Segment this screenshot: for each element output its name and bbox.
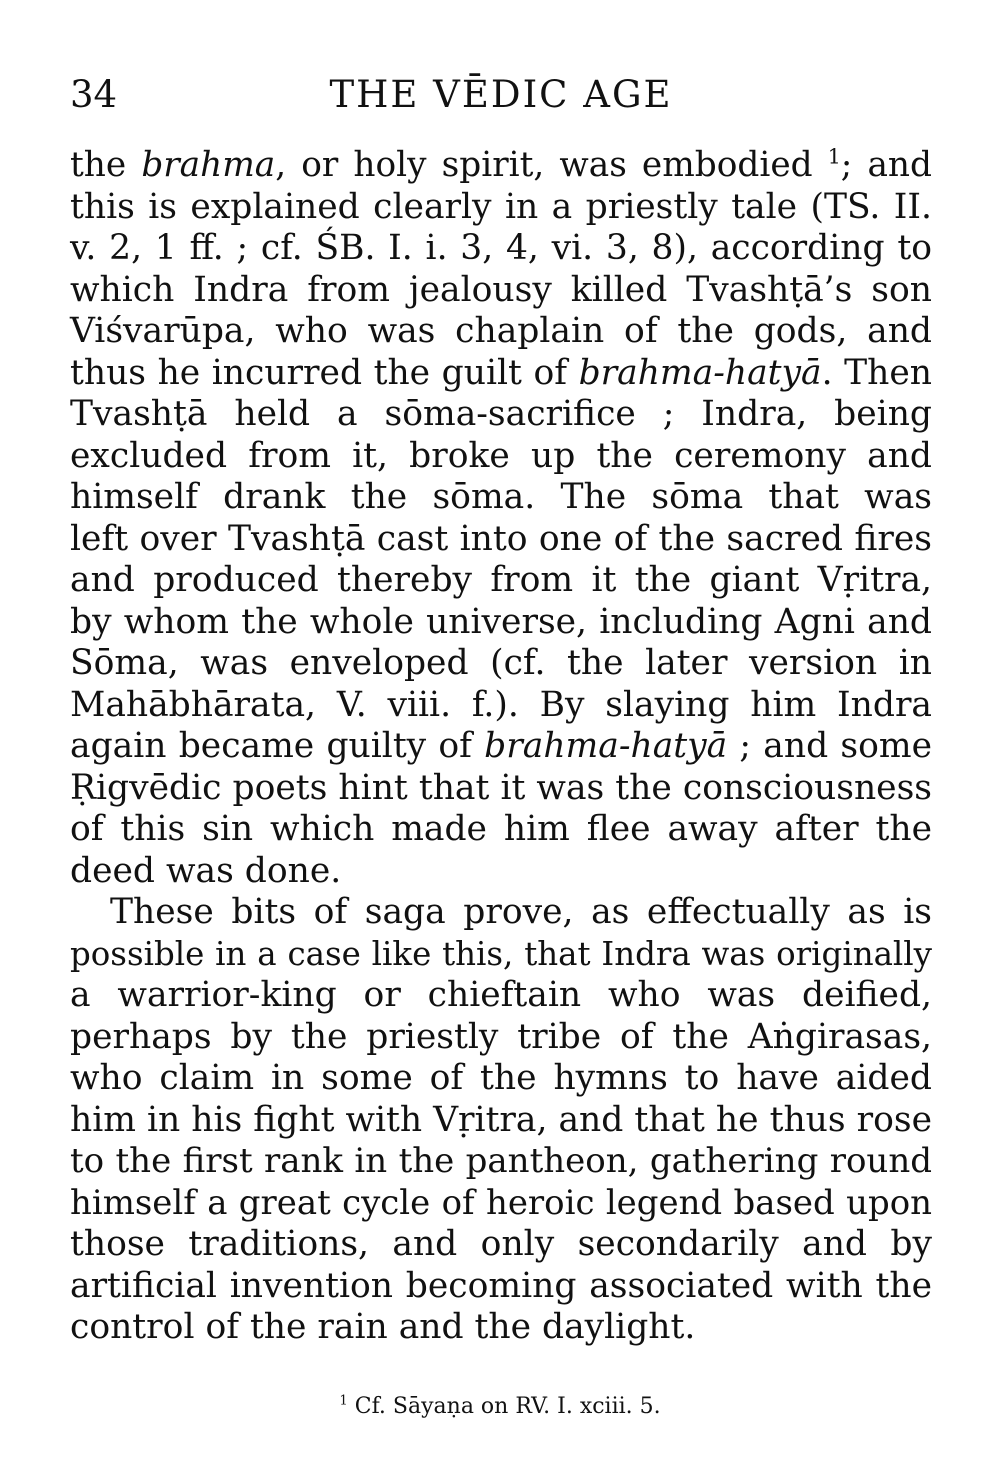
body-text xyxy=(70,145,932,1349)
text-line: the brahma, or holy spirit, was embodied $^1$; and xyxy=(70,144,932,185)
text-line: Ṛigvēdic poets hint that it was the consciousness xyxy=(70,767,932,808)
text-line: himself a great cycle of heroic legend based upon xyxy=(70,1182,932,1223)
italic-term: brahma-hatyā xyxy=(578,352,822,393)
text-line: deed was done. xyxy=(70,850,342,891)
italic-term: brahma xyxy=(141,145,276,185)
text-line: who claim in some of the hymns to have aided xyxy=(70,1058,932,1098)
text-line: artificial invention becoming associated with the xyxy=(70,1265,932,1306)
text-line: These bits of saga prove, as effectually as is xyxy=(110,892,932,932)
text-line: this is explained clearly in a priestly tale (TS. II. xyxy=(70,186,932,227)
italic-term: brahma-hatyā xyxy=(484,726,728,766)
text-line: possible in a case like this, that Indra was originally xyxy=(70,934,932,973)
text-line: again became guilty of brahma-hatyā ; and some xyxy=(70,726,932,766)
footnote-marker: 1 xyxy=(827,144,841,169)
text-line: left over Tvashṭā cast into one of the sacred fires xyxy=(70,518,932,559)
paragraph-1 xyxy=(70,145,932,892)
text-line: by whom the whole universe, including Agni and xyxy=(70,601,932,642)
footnote xyxy=(0,1392,1000,1422)
running-title: THE VĒDIC AGE xyxy=(329,73,673,116)
text-line: those traditions, and only secondarily and by xyxy=(70,1224,932,1264)
text-line: Sōma, was enveloped (cf. the later version in xyxy=(70,643,932,683)
text-line: a warrior-king or chieftain who was deified, xyxy=(70,975,932,1015)
text-line: and produced thereby from it the giant Vṛitra, xyxy=(70,560,932,600)
text-line: thus he incurred the guilt of brahma-hatyā. Then xyxy=(70,352,932,393)
footnote-number: 1 xyxy=(339,1393,348,1409)
text-line: of this sin which made him flee away after the xyxy=(70,809,932,849)
text-line: which Indra from jealousy killed Tvashṭā’s son xyxy=(70,269,932,310)
text-line: control of the rain and the daylight. xyxy=(70,1307,696,1347)
text-line: Tvashṭā held a sōma-sacrifice ; Indra, being xyxy=(70,394,932,434)
text-line: v. 2, 1 ff. ; cf. ŚB. I. i. 3, 4, vi. 3, 8), according to xyxy=(70,228,932,268)
text-line: perhaps by the priestly tribe of the Aṅgirasas, xyxy=(70,1016,932,1057)
text-line: excluded from it, broke up the ceremony and xyxy=(70,435,932,476)
text-line: Viśvarūpa, who was chaplain of the gods, and xyxy=(70,311,932,351)
footnote-text: Cf. Sāyaṇa on RV. I. xciii. 5. xyxy=(354,1394,661,1419)
text-line: him in his fight with Vṛitra, and that he thus rose xyxy=(70,1099,932,1140)
page-header xyxy=(70,70,932,120)
text-line: Mahābhārata, V. viii. f.). By slaying him Indra xyxy=(70,684,932,725)
text-line: himself drank the sōma. The sōma that was xyxy=(70,477,932,517)
page-number: 34 xyxy=(70,73,118,116)
paragraph-2 xyxy=(70,892,932,1349)
text-line: to the first rank in the pantheon, gathering round xyxy=(70,1141,932,1181)
